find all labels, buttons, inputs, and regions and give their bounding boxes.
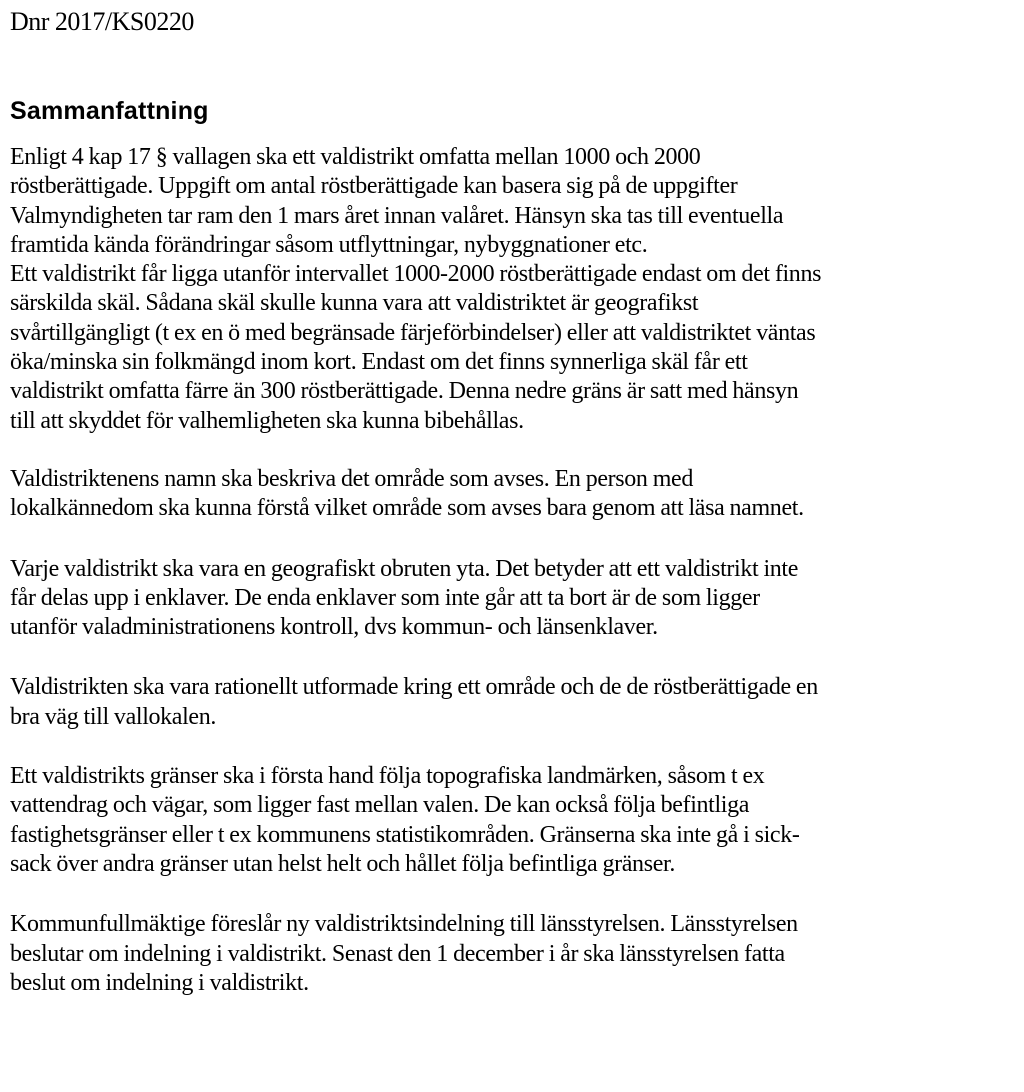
text-line: Enligt 4 kap 17 § vallagen ska ett valdistrikt omfatta mellan 1000 och 2000 [10, 144, 701, 170]
section-heading: Sammanfattning [10, 97, 209, 125]
document-reference-number: Dnr 2017/KS0220 [10, 7, 194, 36]
text-line: framtida kända förändringar såsom utflyttningar, nybyggnationer etc. [10, 231, 648, 258]
text-line: vattendrag och vägar, som ligger fast mellan valen. De kan också följa befintliga [10, 792, 750, 819]
text-line: Ett valdistrikts gränser ska i första hand följa topografiska landmärken, såsom t ex [10, 763, 765, 790]
text-line: Valdistrikten ska vara rationellt utformade kring ett område och de de röstberättigade en [10, 674, 818, 701]
text-line: beslut om indelning i valdistrikt. [10, 969, 309, 996]
text-line: utanför valadministrationens kontroll, dvs kommun- och länsenklaver. [10, 614, 658, 641]
text-line: Varje valdistrikt ska vara en geografiskt obruten yta. Det betyder att ett valdistrikt inte [10, 555, 799, 582]
text-line: bra väg till vallokalen. [10, 703, 217, 730]
text-line: valdistrikt omfatta färre än 300 röstberättigade. Denna nedre gräns är satt med hänsyn [10, 378, 799, 405]
paragraph-district-size [10, 143, 1020, 260]
paragraph-enclaves [10, 555, 1020, 643]
text-line: sack över andra gränser utan helst helt och hållet följa befintliga gränser. [10, 850, 675, 877]
text-line: särskilda skäl. Sådana skäl skulle kunna vara att valdistriktet är geografikst [10, 290, 699, 317]
paragraph-exceptions [10, 260, 1020, 436]
text-line: lokalkännedom ska kunna förstå vilket område som avses bara genom att läsa namnet. [10, 495, 804, 522]
text-line: Valdistriktenens namn ska beskriva det område som avses. En person med [10, 465, 694, 492]
text-line: Kommunfullmäktige föreslår ny valdistriktsindelning till länsstyrelsen. Länsstyrelsen [10, 911, 798, 938]
text-line: Ett valdistrikt får ligga utanför intervallet 1000-2000 röstberättigade endast om det finns [10, 261, 822, 288]
text-line: röstberättigade. Uppgift om antal röstberättigade kan basera sig på de uppgifter [10, 173, 738, 200]
text-line: svårtillgängligt (t ex en ö med begränsade färjeförbindelser) eller att valdistriktet väntas [10, 319, 816, 346]
text-line: Valmyndigheten tar ram den 1 mars året innan valåret. Hänsyn ska tas till eventuella [10, 202, 784, 229]
text-line: beslutar om indelning i valdistrikt. Senast den 1 december i år ska länsstyrelsen fatta [10, 940, 785, 967]
paragraph-decision-process [10, 910, 1020, 998]
text-line: till att skyddet för valhemligheten ska kunna bibehållas. [10, 407, 524, 434]
text-line: får delas upp i enklaver. De enda enklaver som inte går att ta bort är de som ligger [10, 584, 760, 611]
paragraph-rational-design [10, 673, 1020, 732]
paragraph-district-names [10, 465, 1020, 524]
text-line: öka/minska sin folkmängd inom kort. Endast om det finns synnerliga skäl får ett [10, 349, 748, 376]
text-line: fastighetsgränser eller t ex kommunens statistikområden. Gränserna ska inte gå i sick- [10, 821, 800, 848]
paragraph-boundaries [10, 762, 1020, 879]
